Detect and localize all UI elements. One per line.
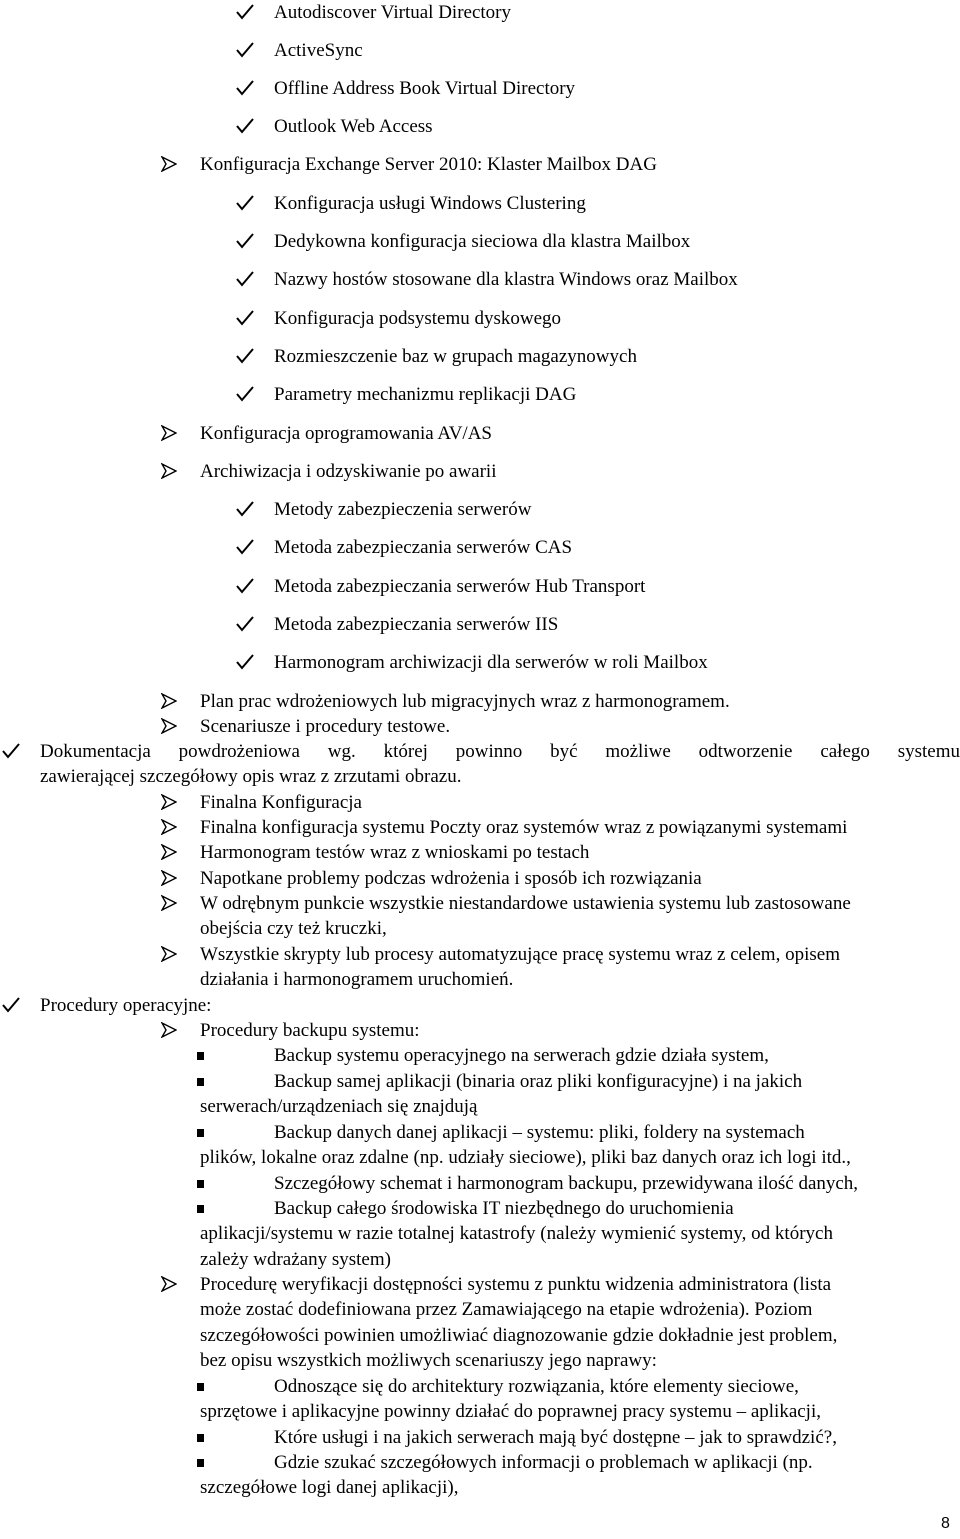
check-icon	[2, 993, 24, 1018]
list-item: Gdzie szukać szczegółowych informacji o problemach w aplikacji (np.	[274, 1452, 813, 1473]
arrow-bullet-icon	[161, 421, 183, 446]
list-item: Offline Address Book Virtual Directory	[274, 78, 576, 99]
check-icon	[236, 191, 258, 216]
arrow-bullet-icon	[161, 790, 183, 815]
list-item: Szczegółowy schemat i harmonogram backupu, przewidywana ilość danych,	[274, 1173, 859, 1194]
verify-paragraph: bez opisu wszystkich możliwych scenariuszy jego naprawy:	[200, 1350, 657, 1371]
square-bullet-icon	[197, 1180, 204, 1188]
backup-heading: Procedury backupu systemu:	[200, 1020, 420, 1041]
list-item-continued: zależy wdrażany system)	[200, 1249, 391, 1270]
list-item: Metoda zabezpieczania serwerów Hub Transport	[274, 576, 646, 597]
arrow-bullet-icon	[161, 1272, 183, 1297]
list-item: Backup systemu operacyjnego na serwerach gdzie działa system,	[274, 1045, 769, 1066]
check-icon	[236, 574, 258, 599]
list-item: Harmonogram archiwizacji dla serwerów w roli Mailbox	[274, 652, 708, 673]
arrow-bullet-icon	[161, 1018, 183, 1043]
list-item: Backup danych danej aplikacji – systemu: pliki, foldery na systemach	[274, 1122, 805, 1143]
check-icon	[236, 114, 258, 139]
square-bullet-icon	[197, 1052, 204, 1060]
list-item-continued: szczegółowe logi danej aplikacji),	[200, 1477, 459, 1498]
check-icon	[2, 739, 24, 764]
list-item: Autodiscover Virtual Directory	[274, 2, 511, 23]
verify-paragraph: może zostać dodefiniowana przez Zamawiającego na etapie wdrożenia). Poziom	[200, 1299, 813, 1320]
procedures-heading: Procedury operacyjne:	[40, 995, 212, 1016]
check-icon	[236, 497, 258, 522]
square-bullet-icon	[197, 1434, 204, 1442]
list-item: Finalna konfiguracja systemu Poczty oraz systemów wraz z powiązanymi systemami	[200, 817, 848, 838]
arrow-bullet-icon	[161, 152, 183, 177]
list-item-continued: obejścia czy też kruczki,	[200, 918, 387, 939]
check-icon	[236, 650, 258, 675]
page-number: 8	[941, 1515, 950, 1532]
arrow-bullet-icon	[161, 689, 183, 714]
square-bullet-icon	[197, 1078, 204, 1086]
list-item: Konfiguracja usługi Windows Clustering	[274, 193, 586, 214]
square-bullet-icon	[197, 1129, 204, 1137]
documentation-heading-continued: zawierającej szczegółowy opis wraz z zrzutami obrazu.	[40, 766, 462, 787]
arrow-bullet-icon	[161, 891, 183, 916]
list-item: Wszystkie skrypty lub procesy automatyzujące pracę systemu wraz z celem, opisem	[200, 944, 840, 965]
section-heading: Plan prac wdrożeniowych lub migracyjnych wraz z harmonogramem.	[200, 691, 730, 712]
documentation-heading: Dokumentacja powdrożeniowa wg. której powinno być możliwe odtworzenie całego systemu	[40, 741, 960, 762]
verify-paragraph: szczegółowości powinien umożliwiać diagnozowanie gdzie dokładnie jest problem,	[200, 1325, 838, 1346]
list-item-continued: działania i harmonogramem uruchomień.	[200, 969, 514, 990]
list-item-continued: sprzętowe i aplikacyjne powinny działać do poprawnej pracy systemu – aplikacji,	[200, 1401, 821, 1422]
square-bullet-icon	[197, 1383, 204, 1391]
check-icon	[236, 306, 258, 331]
arrow-bullet-icon	[161, 942, 183, 967]
list-item: Outlook Web Access	[274, 116, 433, 137]
list-item: Harmonogram testów wraz z wnioskami po testach	[200, 842, 590, 863]
list-item: Nazwy hostów stosowane dla klastra Windows oraz Mailbox	[274, 269, 738, 290]
check-icon	[236, 382, 258, 407]
section-heading: Konfiguracja Exchange Server 2010: Klaster Mailbox DAG	[200, 154, 657, 175]
square-bullet-icon	[197, 1205, 204, 1213]
arrow-bullet-icon	[161, 840, 183, 865]
check-icon	[236, 344, 258, 369]
list-item: Backup całego środowiska IT niezbędnego do uruchomienia	[274, 1198, 734, 1219]
arrow-bullet-icon	[161, 866, 183, 891]
list-item: Metody zabezpieczenia serwerów	[274, 499, 532, 520]
section-heading: Scenariusze i procedury testowe.	[200, 716, 451, 737]
check-icon	[236, 38, 258, 63]
section-heading: Konfiguracja oprogramowania AV/AS	[200, 423, 492, 444]
list-item: Konfiguracja podsystemu dyskowego	[274, 308, 562, 329]
check-icon	[236, 0, 258, 25]
list-item: Finalna Konfiguracja	[200, 792, 362, 813]
list-item-continued: aplikacji/systemu w razie totalnej katastrofy (należy wymienić systemy, od których	[200, 1223, 833, 1244]
section-heading: Archiwizacja i odzyskiwanie po awarii	[200, 461, 497, 482]
list-item: Metoda zabezpieczania serwerów IIS	[274, 614, 559, 635]
check-icon	[236, 229, 258, 254]
list-item: Backup samej aplikacji (binaria oraz pliki konfiguracyjne) i na jakich	[274, 1071, 803, 1092]
list-item: ActiveSync	[274, 40, 363, 61]
arrow-bullet-icon	[161, 815, 183, 840]
check-icon	[236, 76, 258, 101]
list-item-continued: serwerach/urządzeniach się znajdują	[200, 1096, 478, 1117]
verify-paragraph: Procedurę weryfikacji dostępności systemu z punktu widzenia administratora (lista	[200, 1274, 832, 1295]
list-item: Które usługi i na jakich serwerach mają być dostępne – jak to sprawdzić?,	[274, 1427, 837, 1448]
list-item: Metoda zabezpieczania serwerów CAS	[274, 537, 573, 558]
list-item: W odrębnym punkcie wszystkie niestandardowe ustawienia systemu lub zastosowane	[200, 893, 851, 914]
check-icon	[236, 535, 258, 560]
list-item: Parametry mechanizmu replikacji DAG	[274, 384, 577, 405]
list-item: Odnoszące się do architektury rozwiązania, które elementy sieciowe,	[274, 1376, 799, 1397]
check-icon	[236, 267, 258, 292]
check-icon	[236, 612, 258, 637]
list-item: Napotkane problemy podczas wdrożenia i sposób ich rozwiązania	[200, 868, 702, 889]
list-item: Rozmieszczenie baz w grupach magazynowych	[274, 346, 637, 367]
arrow-bullet-icon	[161, 459, 183, 484]
list-item-continued: plików, lokalne oraz zdalne (np. udziały sieciowe), pliki baz danych oraz ich logi itd.,	[200, 1147, 851, 1168]
square-bullet-icon	[197, 1459, 204, 1467]
arrow-bullet-icon	[161, 714, 183, 739]
list-item: Dedykowna konfiguracja sieciowa dla klastra Mailbox	[274, 231, 691, 252]
